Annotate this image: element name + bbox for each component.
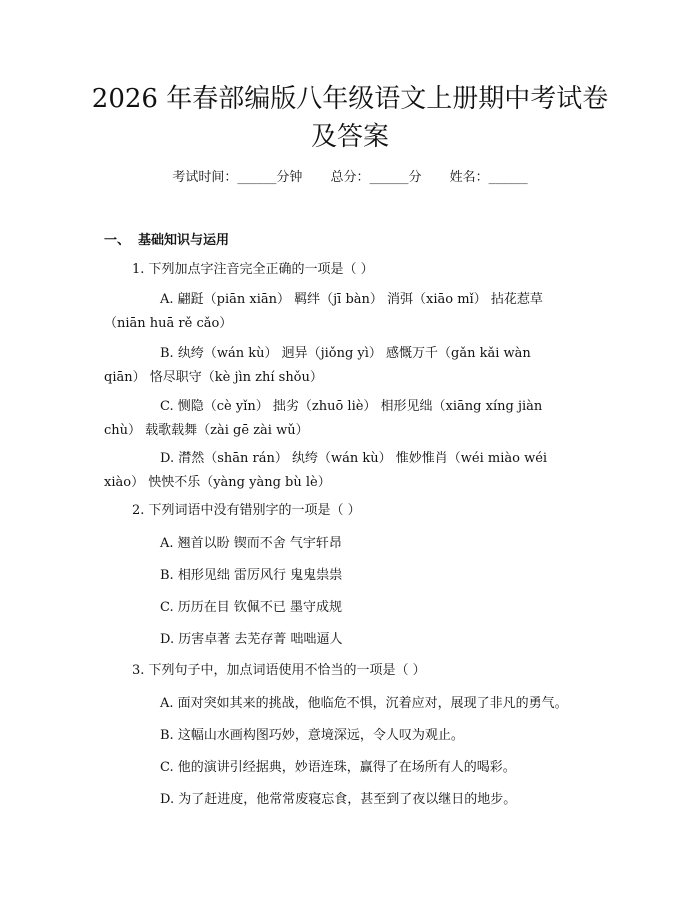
section-heading (104, 233, 229, 249)
question-3-option-b: B. 这幅山水画构图巧妙，意境深远，令人叹为观止。 (160, 728, 464, 743)
section-title: 基础知识与运用 (138, 233, 230, 248)
question-2-option-d: D. 历害卓著 去芜存菁 咄咄逼人 (160, 632, 343, 647)
exam-title (60, 80, 640, 156)
question-1-option-a (104, 288, 604, 336)
student-name-field: 姓名：______ (449, 170, 528, 185)
question-2-option-c: C. 历历在目 钦佩不已 墨守成规 (160, 600, 343, 615)
question-1-option-b (104, 342, 604, 390)
question-2-option-a: A. 翘首以盼 锲而不舍 气宇轩昂 (160, 536, 342, 551)
question-3-stem: 3. 下列句子中，加点词语使用不恰当的一项是（ ） (132, 663, 426, 678)
question-3-option-a: A. 面对突如其来的挑战，他临危不惧，沉着应对，展现了非凡的勇气。 (160, 696, 568, 711)
option-line-1: D. 潸然（shān rán） 纨绔（wán kù） 惟妙惟肖（wéi miào wéi (160, 451, 548, 466)
title-line-1: 2026 年春部编版八年级语文上册期中考试卷 (91, 84, 609, 114)
question-1-stem: 1. 下列加点字注音完全正确的一项是（ ） (132, 262, 374, 277)
option-line-2: （niān huā rě cǎo） (104, 316, 233, 331)
exam-info-line (0, 170, 700, 186)
question-3-option-d: D. 为了赶进度，他常常废寝忘食，甚至到了夜以继日的地步。 (160, 792, 517, 807)
option-line-2: qiān） 恪尽职守（kè jìn zhí shǒu） (104, 370, 323, 385)
question-3-option-c: C. 他的演讲引经据典，妙语连珠，赢得了在场所有人的喝彩。 (160, 760, 516, 775)
total-score-field: 总分：______分 (330, 170, 422, 185)
question-2-option-b: B. 相形见绌 雷厉风行 鬼鬼祟祟 (160, 568, 343, 583)
question-1-option-c (104, 395, 604, 443)
option-line-1: A. 翩跹（piān xiān） 羁绊（jī bàn） 消弭（xiāo mǐ） 拈花惹草 (160, 292, 543, 307)
option-line-2: chù） 载歌载舞（zài gē zài wǔ） (104, 423, 309, 438)
section-number: 一、 (104, 233, 131, 248)
option-line-2: xiào） 怏怏不乐（yàng yàng bù lè） (104, 475, 331, 490)
option-line-1: C. 恻隐（cè yǐn） 拙劣（zhuō liè） 相形见绌（xiāng xíng jiàn (160, 399, 543, 414)
exam-time-field: 考试时间：______分钟 (172, 170, 303, 185)
option-line-1: B. 纨绔（wán kù） 迥异（jiǒng yì） 感慨万千（gǎn kǎi wàn (160, 346, 531, 361)
question-1-option-d (104, 447, 604, 495)
title-line-2: 及答案 (310, 122, 389, 152)
question-2-stem: 2. 下列词语中没有错别字的一项是（ ） (132, 503, 361, 518)
